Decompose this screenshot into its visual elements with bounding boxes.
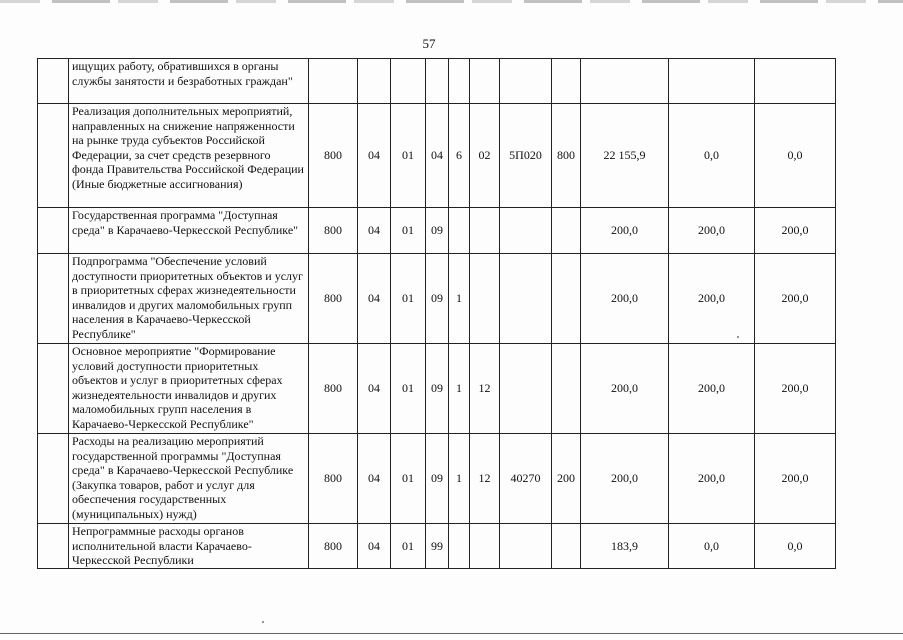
subsection-cell: 01: [391, 434, 426, 524]
direction-cell: [500, 208, 552, 254]
event-cell: 12: [470, 434, 500, 524]
section-cell: 04: [358, 104, 391, 208]
event-cell: 02: [470, 104, 500, 208]
amount-1-cell: 200,0: [581, 344, 669, 434]
program-cell: [426, 59, 449, 104]
amount-1-cell: [581, 59, 669, 104]
row-number-cell: [38, 104, 69, 208]
program-cell: 09: [426, 344, 449, 434]
table-row: [38, 434, 836, 524]
item-name-cell: Основное мероприятие "Формирование условий доступности приоритетных объектов и услуг в приоритетных сферах жизнедеятельности инвалидов и других маломобильных групп населения в Карачаево-Черкесской Республике": [69, 344, 309, 434]
program-cell: 09: [426, 254, 449, 344]
item-name-cell: Реализация дополнительных мероприятий, направленных на снижение напряженности на рынке труда субъектов Российской Федерации, за счет средств резервного фонда Правительства Российской Федерации (Иные бюджетные ассигнования): [69, 104, 309, 208]
amount-1-cell: 200,0: [581, 434, 669, 524]
subprogram-cell: 1: [449, 434, 470, 524]
event-cell: 12: [470, 344, 500, 434]
section-cell: 04: [358, 208, 391, 254]
item-name-cell: Государственная программа "Доступная среда" в Карачаево-Черкесской Республике": [69, 208, 309, 254]
admin-code-cell: 800: [309, 344, 358, 434]
amount-1-cell: 200,0: [581, 254, 669, 344]
row-number-cell: [38, 59, 69, 104]
row-number-cell: [38, 254, 69, 344]
subsection-cell: 01: [391, 344, 426, 434]
amount-2-cell: 200,0: [669, 344, 755, 434]
item-name-cell: Подпрограмма "Обеспечение условий доступности приоритетных объектов и услуг в приоритетных сферах жизнедеятельности инвалидов и других маломобильных групп населения в Карачаево-Черкесской Республике": [69, 254, 309, 344]
direction-cell: [500, 59, 552, 104]
subsection-cell: 01: [391, 254, 426, 344]
subprogram-cell: 6: [449, 104, 470, 208]
direction-cell: [500, 254, 552, 344]
amount-2-cell: 200,0: [669, 434, 755, 524]
table-row: [38, 104, 836, 208]
table-row: [38, 59, 836, 104]
table-row: [38, 208, 836, 254]
expense-type-cell: [552, 208, 581, 254]
direction-cell: [500, 344, 552, 434]
scan-edge-bottom: [0, 633, 903, 634]
amount-1-cell: 22 155,9: [581, 104, 669, 208]
page-number: 57: [422, 36, 436, 51]
subprogram-cell: [449, 208, 470, 254]
program-cell: 09: [426, 208, 449, 254]
amount-1-cell: 183,9: [581, 524, 669, 569]
event-cell: [470, 59, 500, 104]
program-cell: 09: [426, 434, 449, 524]
direction-cell: 40270: [500, 434, 552, 524]
expense-type-cell: [552, 254, 581, 344]
direction-cell: [500, 524, 552, 569]
admin-code-cell: [309, 59, 358, 104]
section-cell: 04: [358, 344, 391, 434]
amount-2-cell: 0,0: [669, 104, 755, 208]
amount-3-cell: 0,0: [755, 104, 836, 208]
admin-code-cell: 800: [309, 434, 358, 524]
expense-type-cell: [552, 344, 581, 434]
event-cell: [470, 254, 500, 344]
admin-code-cell: 800: [309, 104, 358, 208]
item-name-cell: ищущих работу, обратившихся в органы службы занятости и безработных граждан": [69, 59, 309, 104]
section-cell: 04: [358, 524, 391, 569]
subprogram-cell: 1: [449, 254, 470, 344]
item-name-cell: Непрограммные расходы органов исполнительной власти Карачаево-Черкесской Республики: [69, 524, 309, 569]
table-row: [38, 524, 836, 569]
section-cell: [358, 59, 391, 104]
direction-cell: 5П020: [500, 104, 552, 208]
table-row: [38, 254, 836, 344]
table-row: [38, 344, 836, 434]
admin-code-cell: 800: [309, 254, 358, 344]
program-cell: 99: [426, 524, 449, 569]
subsection-cell: 01: [391, 524, 426, 569]
program-cell: 04: [426, 104, 449, 208]
scan-speck: [262, 621, 264, 623]
amount-3-cell: 200,0: [755, 254, 836, 344]
event-cell: [470, 208, 500, 254]
subprogram-cell: 1: [449, 344, 470, 434]
subsection-cell: [391, 59, 426, 104]
admin-code-cell: 800: [309, 208, 358, 254]
scan-speck: [737, 336, 739, 338]
amount-2-cell: [669, 59, 755, 104]
amount-3-cell: 200,0: [755, 344, 836, 434]
amount-3-cell: 0,0: [755, 524, 836, 569]
amount-3-cell: 200,0: [755, 434, 836, 524]
scan-edge-top: [0, 0, 903, 3]
amount-2-cell: 200,0: [669, 208, 755, 254]
amount-2-cell: 200,0: [669, 254, 755, 344]
event-cell: [470, 524, 500, 569]
row-number-cell: [38, 434, 69, 524]
amount-3-cell: [755, 59, 836, 104]
section-cell: 04: [358, 254, 391, 344]
expense-type-cell: [552, 59, 581, 104]
subprogram-cell: [449, 524, 470, 569]
admin-code-cell: 800: [309, 524, 358, 569]
expense-type-cell: 200: [552, 434, 581, 524]
row-number-cell: [38, 344, 69, 434]
item-name-cell: Расходы на реализацию мероприятий государственной программы "Доступная среда" в Карачаево-Черкесской Республике (Закупка товаров, работ и услуг для обеспечения государственных (муниципальных) нужд): [69, 434, 309, 524]
subsection-cell: 01: [391, 208, 426, 254]
row-number-cell: [38, 208, 69, 254]
expense-type-cell: 800: [552, 104, 581, 208]
row-number-cell: [38, 524, 69, 569]
amount-1-cell: 200,0: [581, 208, 669, 254]
amount-3-cell: 200,0: [755, 208, 836, 254]
amount-2-cell: 0,0: [669, 524, 755, 569]
budget-table: [37, 58, 836, 569]
subprogram-cell: [449, 59, 470, 104]
section-cell: 04: [358, 434, 391, 524]
subsection-cell: 01: [391, 104, 426, 208]
expense-type-cell: [552, 524, 581, 569]
